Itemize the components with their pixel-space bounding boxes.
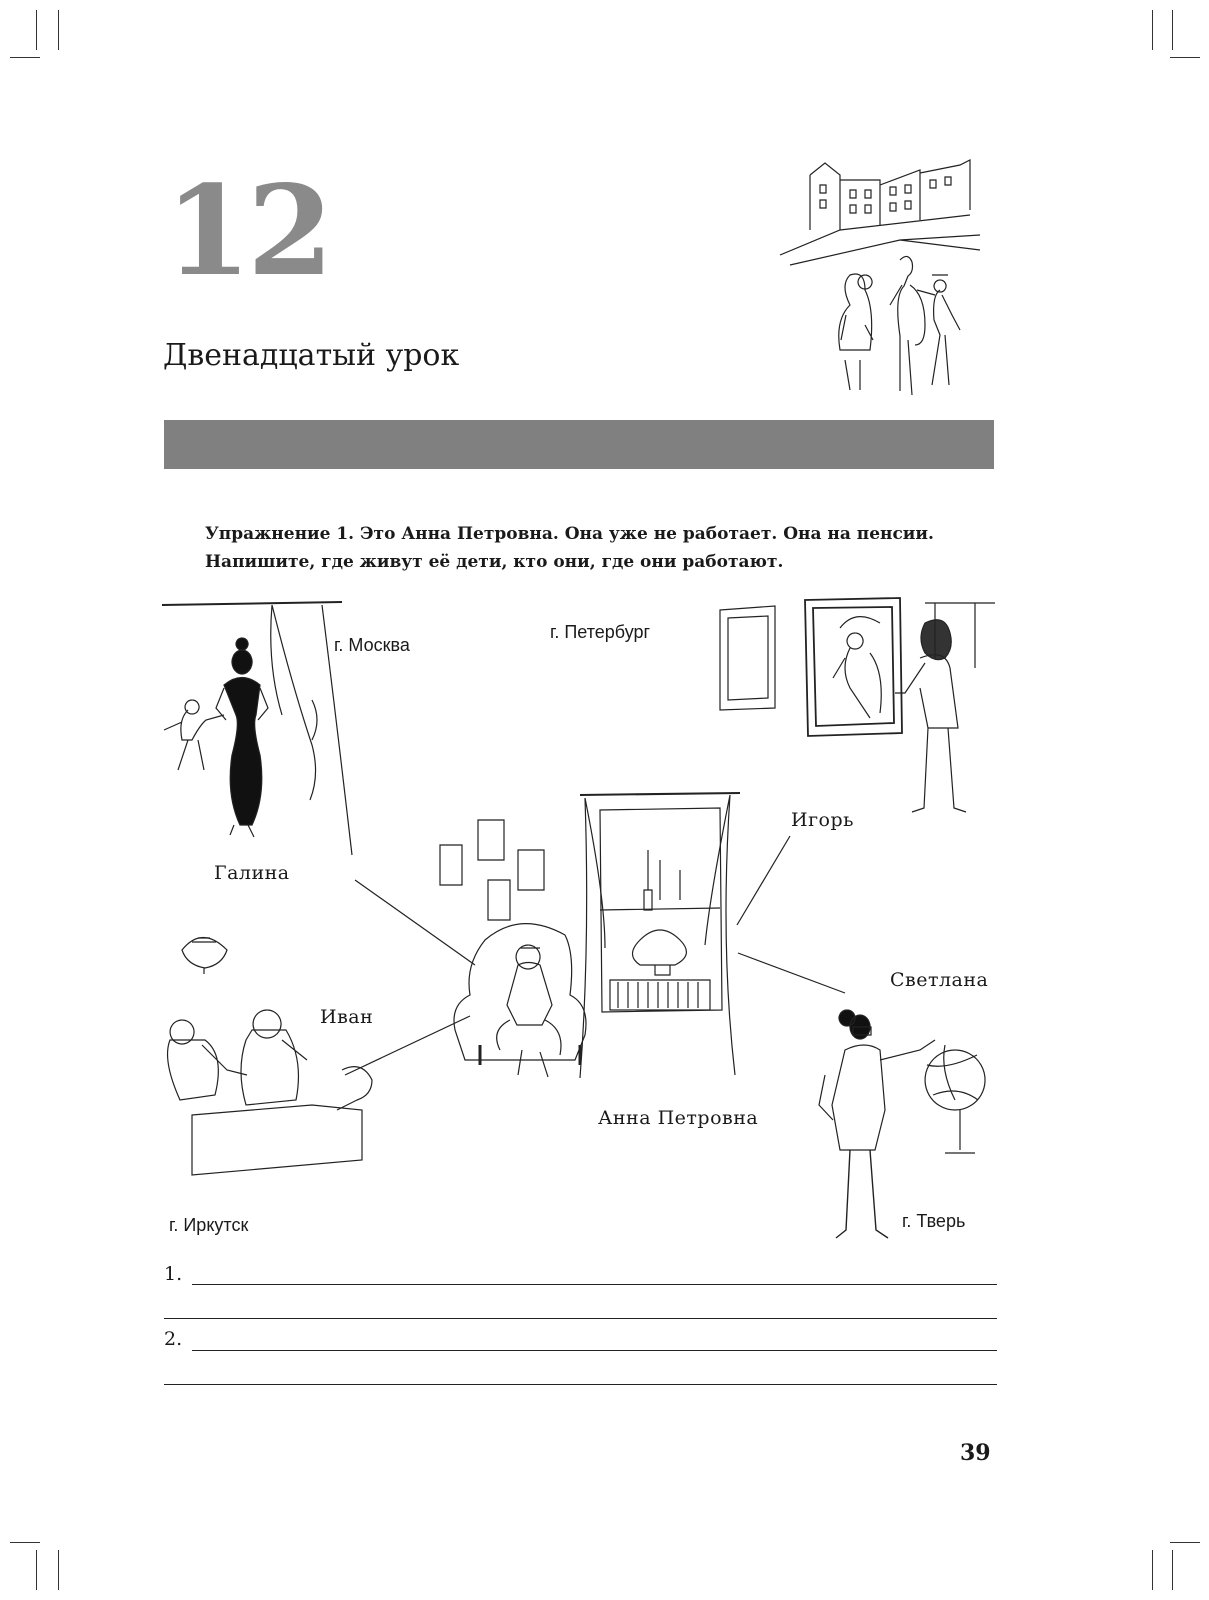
person-ivan: Иван — [320, 1006, 374, 1028]
answer-number: 2. — [164, 1328, 183, 1350]
answer-number: 1. — [164, 1263, 183, 1285]
answer-line[interactable] — [192, 1284, 997, 1285]
exercise-instruction: Упражнение 1. Это Анна Петровна. Она уже не работает. Она на пенсии. Напишите, где живут её дети, кто они, где они работают. — [205, 524, 934, 572]
city-irkutsk: г. Иркутск — [169, 1215, 249, 1235]
city-tver: г. Тверь — [902, 1211, 966, 1231]
answer-line[interactable] — [164, 1318, 997, 1319]
lesson-title: Двенадцатый урок — [163, 338, 460, 373]
answer-line[interactable] — [192, 1350, 997, 1351]
lesson-number: 12 — [165, 159, 330, 304]
page-number: 39 — [960, 1440, 991, 1466]
surgeons-icon — [162, 930, 392, 1180]
person-galina: Галина — [214, 862, 290, 884]
answer-line[interactable] — [164, 1384, 997, 1385]
city-moscow: г. Москва — [334, 635, 410, 655]
person-igor: Игорь — [791, 809, 854, 831]
city-petersburg: г. Петербург — [550, 622, 651, 642]
person-anna: Анна Петровна — [598, 1107, 759, 1129]
person-svetlana: Светлана — [890, 969, 989, 991]
